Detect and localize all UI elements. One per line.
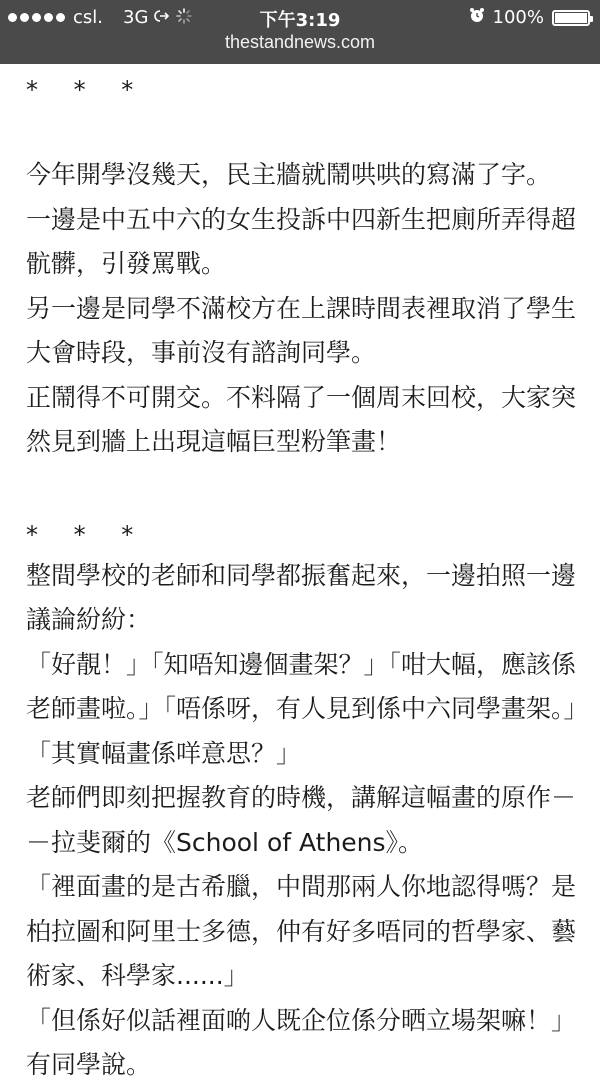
- browser-top-bar: [0, 0, 600, 64]
- battery-percent: 100%: [492, 7, 544, 28]
- battery-level-fill: [555, 13, 587, 23]
- paragraph: 「但係好似話裡面啲人既企位係分晒立場架嘛！」有同學說。: [26, 1005, 577, 1079]
- paragraph: 「裡面畫的是古希臘，中間那兩人你地認得嗎？是柏拉圖和阿里士多德，仲有好多唔同的哲學家、藝術家、科學家......」: [26, 872, 577, 990]
- paragraph: 一邊是中五中六的女生投訴中四新生把廁所弄得超骯髒，引發罵戰。: [26, 204, 577, 278]
- url-bar[interactable]: thestandnews.com: [224, 32, 376, 52]
- paragraph: 整間學校的老師和同學都振奮起來，一邊拍照一邊議論紛紛：: [26, 560, 577, 634]
- article-body: [26, 64, 578, 1088]
- alarm-clock-icon: [469, 7, 485, 28]
- network-type: 3G: [123, 7, 149, 28]
- paragraph: 正鬧得不可開交。不料隔了一個周末回校，大家突然見到牆上出現這幅巨型粉筆畫！: [26, 382, 577, 456]
- section-break: * * *: [26, 76, 148, 104]
- paragraph: 老師們即刻把握教育的時機，講解這幅畫的原作－－拉斐爾的《School of Athens》。: [26, 783, 577, 857]
- status-time: 下午3:19: [259, 10, 341, 31]
- battery-icon: [552, 10, 590, 26]
- carrier-name: csl.: [73, 7, 103, 28]
- status-bar: [0, 0, 600, 34]
- status-right: [469, 7, 590, 28]
- paragraph: 「好靚！」「知唔知邊個畫架？」「咁大幅，應該係老師畫啦。」「唔係呀，有人見到係中六同學畫架。」「其實幅畫係咩意思？」: [26, 649, 577, 768]
- section-break: * * *: [26, 521, 148, 549]
- paragraph: 今年開學沒幾天，民主牆就鬧哄哄的寫滿了字。: [26, 160, 552, 189]
- paragraph: 另一邊是同學不滿校方在上課時間表裡取消了學生大會時段，事前沒有諮詢同學。: [26, 293, 577, 367]
